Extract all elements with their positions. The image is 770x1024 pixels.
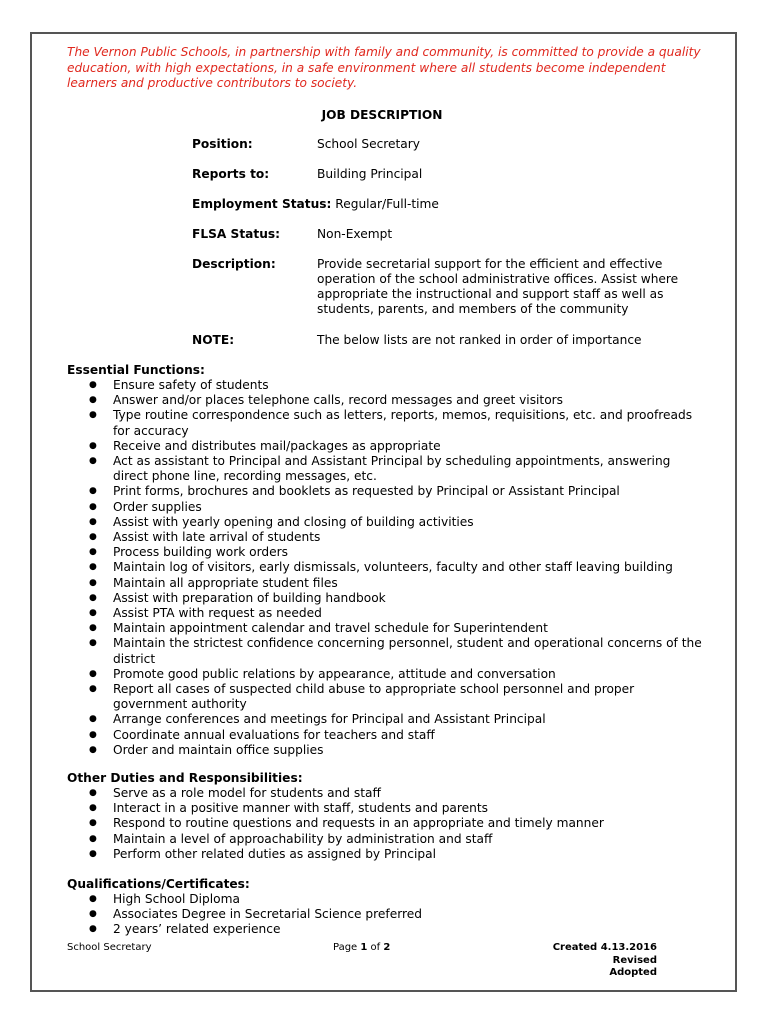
field-label: Position:	[192, 137, 253, 151]
field-value: Regular/Full-time	[335, 197, 439, 211]
list-item: ● Ensure safety of students	[113, 378, 707, 393]
list-item: ● Act as assistant to Principal and Assistant Principal by scheduling appointments, answering direct phone line, recording messages, etc.	[113, 454, 707, 484]
list-item: ● Print forms, brochures and booklets as requested by Principal or Assistant Principal	[113, 484, 707, 499]
field-value: Non-Exempt	[317, 227, 393, 241]
essential-functions-list	[67, 378, 707, 758]
list-item: ● Maintain appointment calendar and travel schedule for Superintendent	[113, 621, 707, 636]
field-employment-status	[192, 197, 712, 212]
other-duties-list	[67, 786, 707, 862]
list-item: ● Answer and/or places telephone calls, record messages and greet visitors	[113, 393, 707, 408]
list-item: ● Assist with late arrival of students	[113, 530, 707, 545]
list-item: ● Order and maintain office supplies	[113, 743, 707, 758]
page-prefix: Page	[333, 942, 361, 953]
page-current: 1	[360, 942, 368, 953]
list-item: ● Serve as a role model for students and staff	[113, 786, 707, 801]
qualifications-section	[67, 877, 707, 938]
field-label: Description:	[192, 257, 276, 271]
list-item: ● Coordinate annual evaluations for teachers and staff	[113, 728, 707, 743]
list-item: ● Associates Degree in Secretarial Science preferred	[113, 907, 707, 922]
document-body	[67, 45, 707, 937]
list-item: ● Report all cases of suspected child abuse to appropriate school personnel and proper government authority	[113, 682, 707, 712]
list-item: ● Arrange conferences and meetings for Principal and Assistant Principal	[113, 712, 707, 727]
field-value: School Secretary	[317, 137, 420, 151]
list-item: ● Type routine correspondence such as letters, reports, memos, requisitions, etc. and proofreads for accuracy	[113, 408, 707, 438]
qualifications-list	[67, 892, 707, 938]
document-title: JOB DESCRIPTION	[321, 108, 443, 122]
field-label: FLSA Status:	[192, 227, 281, 241]
field-label: Reports to:	[192, 167, 270, 181]
footer-revised: Revised	[612, 954, 657, 966]
list-item: ● Assist PTA with request as needed	[113, 606, 707, 621]
footer-created: Created 4.13.2016	[552, 942, 657, 953]
list-item: ● Maintain the strictest confidence concerning personnel, student and operational concerns of the district	[113, 636, 707, 666]
list-item: ● Maintain log of visitors, early dismissals, volunteers, faculty and other staff leaving building	[113, 560, 707, 575]
section-heading: Qualifications/Certificates:	[67, 877, 250, 891]
field-label: NOTE:	[192, 333, 235, 347]
list-item: ● Receive and distributes mail/packages as appropriate	[113, 439, 707, 454]
footer-adopted: Adopted	[609, 967, 657, 978]
list-item: ● Maintain a level of approachability by administration and staff	[113, 832, 707, 847]
list-item: ● Assist with yearly opening and closing of building activities	[113, 515, 707, 530]
field-value: The below lists are not ranked in order of importance	[317, 333, 642, 347]
list-item: ● Assist with preparation of building handbook	[113, 591, 707, 606]
list-item: ● Respond to routine questions and requests in an appropriate and timely manner	[113, 816, 707, 831]
list-item: ● Promote good public relations by appearance, attitude and conversation	[113, 667, 707, 682]
list-item: ● Maintain all appropriate student files	[113, 576, 707, 591]
field-value: Provide secretarial support for the efficient and effective operation of the school administrative offices. Assist where appropriate the instructional and support staff as well as students, parents, and members of the community	[317, 257, 679, 316]
page-of: of	[367, 942, 384, 953]
footer-dates	[553, 942, 657, 980]
list-item: ● Order supplies	[113, 500, 707, 515]
footer-page-number	[333, 942, 390, 953]
field-label: Employment Status:	[192, 197, 332, 211]
page-total: 2	[383, 942, 391, 953]
list-item: ● Process building work orders	[113, 545, 707, 560]
section-heading: Essential Functions:	[67, 363, 205, 377]
list-item: ● Interact in a positive manner with staff, students and parents	[113, 801, 707, 816]
list-item: ● High School Diploma	[113, 892, 707, 907]
mission-statement: The Vernon Public Schools, in partnership with family and community, is committed to provide a quality education, with high expectations, in a safe environment where all students become independent learners and productive contributors to society.	[67, 45, 701, 91]
list-item: ● 2 years’ related experience	[113, 922, 707, 937]
field-value: Building Principal	[317, 167, 423, 181]
list-item: ● Perform other related duties as assigned by Principal	[113, 847, 707, 862]
section-heading: Other Duties and Responsibilities:	[67, 771, 303, 785]
essential-functions-section	[67, 363, 707, 758]
footer-doc-name: School Secretary	[67, 942, 152, 953]
other-duties-section	[67, 771, 707, 862]
